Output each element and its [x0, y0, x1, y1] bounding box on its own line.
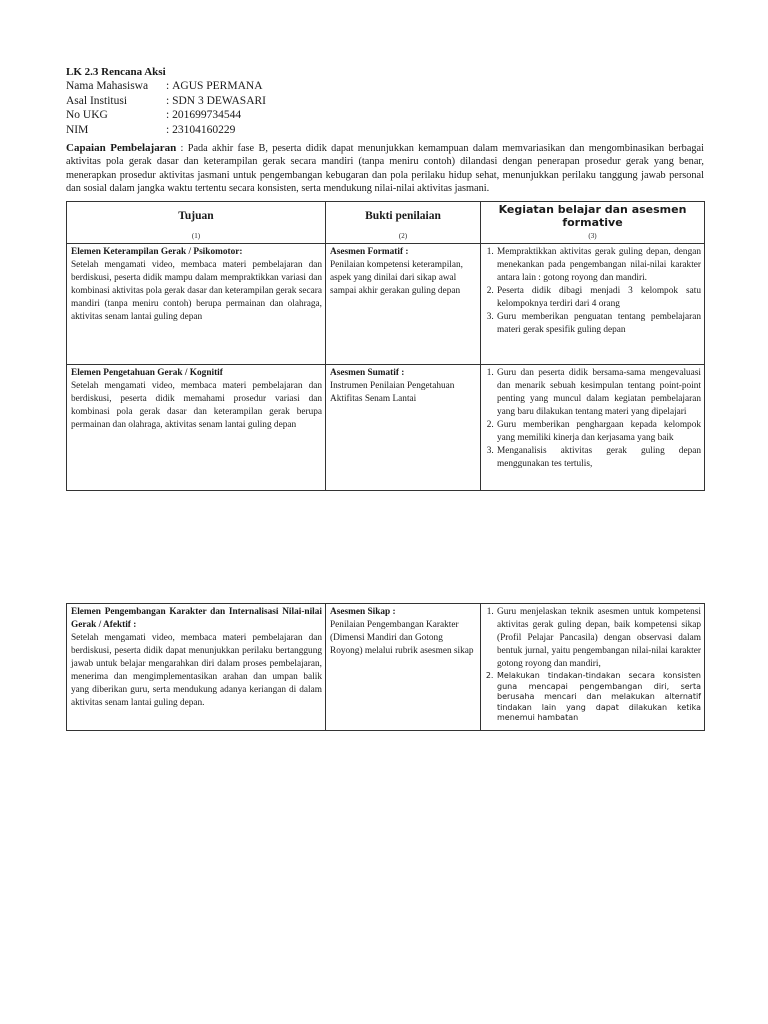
bukti-title: Asesmen Sumatif :: [330, 368, 405, 378]
header-bukti: Bukti penilaian: [326, 202, 481, 230]
info-label: Asal Institusi: [66, 94, 128, 107]
action-plan-table-continued: [66, 603, 705, 731]
bukti-text: Instrumen Penilaian Pengetahuan Aktifitas Senam Lantai: [330, 381, 455, 404]
tujuan-cell: [67, 244, 326, 365]
column-number: (2): [326, 229, 481, 244]
kegiatan-cell: [481, 604, 705, 731]
list-item: 3. Menganalisis aktivitas gerak guling depan menggunakan tes tertulis,: [496, 445, 701, 471]
bukti-cell: [326, 365, 481, 491]
info-label: Nama Mahasiswa: [66, 80, 149, 92]
tujuan-text: Setelah mengamati video, membaca materi pembelajaran dan berdiskusi, peserta didik dapat menunjukkan perilaku bertanggung jawab untuk belajar mengarahkan diri dalam proses pembelajaran, menerima dan mengimplementasikan arahan dan umpan balik yang diberikan guru, serta mendukung adanya keriangan di dalam aktivitas senam lantai guling depan.: [71, 633, 322, 708]
bukti-text: Penilaian kompetensi keterampilan, aspek yang dinilai dari sikap awal sampai akhir gerakan guling depan: [330, 260, 463, 296]
tujuan-cell: [67, 604, 326, 731]
tujuan-title: Elemen Keterampilan Gerak / Psikomotor:: [71, 247, 243, 257]
capaian-pembelajaran: [66, 142, 704, 195]
column-number: (1): [67, 229, 326, 244]
tujuan-title: Elemen Pengembangan Karakter dan Internalisasi Nilai-nilai Gerak / Afektif :: [71, 607, 322, 630]
table-row: [67, 244, 705, 365]
bukti-title: Asesmen Formatif :: [330, 247, 409, 257]
tujuan-title: Elemen Pengetahuan Gerak / Kognitif: [71, 368, 223, 378]
info-label: No UKG: [66, 109, 108, 121]
info-value: 23104160229: [172, 123, 236, 136]
kegiatan-cell: [481, 244, 705, 365]
capaian-text: : Pada akhir fase B, peserta didik dapat menunjukkan kemampuan dalam memvariasikan dan mengombinasikan berbagai aktivitas pola gerak dasar dan keterampilan gerak secara mandiri (tanpa meniru contoh) dilandasi dengan penerapan prosedur gerak yang benar, menerapkan prosedur aktivitas jasmani untuk pengembangan kebugaran dan pola perilaku hidup sehat, menunjukkan perilaku tanggung jawab personal dan sosial dalam jangka waktu tertentu secara konsisten, serta mendukung nilai-nilai aktivitas jasmani.: [66, 143, 704, 194]
bukti-title: Asesmen Sikap :: [330, 607, 396, 617]
kegiatan-list: [485, 606, 701, 724]
kegiatan-cell: [481, 365, 705, 491]
info-row-name: [66, 79, 704, 94]
student-info: [66, 79, 704, 137]
table-number-row: [67, 229, 705, 244]
info-row-institution: [66, 94, 704, 109]
list-item: 3. Guru memberikan penguatan tentang pembelajaran materi gerak spesifik guling depan: [496, 311, 701, 337]
bukti-cell: [326, 244, 481, 365]
action-plan-table: [66, 201, 705, 491]
list-item: 2. Peserta didik dibagi menjadi 3 kelompok satu kelompoknya terdiri dari 4 orang: [496, 285, 701, 311]
list-item: 2. Melakukan tindakan-tindakan secara konsisten guna mencapai pengembangan diri, serta berusaha mencari dan melakukan alternatif tindakan lain yang dapat dilakukan ketika menemui hambatan: [496, 671, 701, 724]
list-item: 1. Guru menjelaskan teknik asesmen untuk kompetensi aktivitas gerak guling depan, baik kompetensi sikap (Profil Pelajar Pancasila) dengan observasi dalam bentuk jurnal, yaitu pengembangan nilai-nilai karakter gotong royong dan mandiri,: [496, 606, 701, 671]
document-title: LK 2.3 Rencana Aksi: [66, 66, 166, 78]
kegiatan-list: [485, 246, 701, 337]
capaian-label: Capaian Pembelajaran: [66, 142, 177, 154]
tujuan-cell: [67, 365, 326, 491]
tujuan-text: Setelah mengamati video, membaca materi pembelajaran dan berdiskusi, peserta didik mampu dalam mempraktikkan variasi dan kombinasi aktivitas pola gerak dasar dan keterampilan gerak secara mandiri (tanpa meniru contoh) berupa permainan dan olahraga, aktivitas senam lantai guling depan: [71, 260, 322, 322]
bukti-cell: [326, 604, 481, 731]
list-item: 1. Guru dan peserta didik bersama-sama mengevaluasi dan menarik sebuah kesimpulan tentang point-point penting yang muncul dalam kegiatan pembelajaran yang baru dilakukan tentang materi yang dipelajari: [496, 367, 701, 419]
bukti-text: Penilaian Pengembangan Karakter (Dimensi Mandiri dan Gotong Royong) melalui rubrik asesmen sikap: [330, 620, 474, 656]
info-sep: :: [166, 109, 170, 121]
document-header: [66, 66, 704, 195]
table-row: [67, 365, 705, 491]
info-value: 201699734544: [172, 109, 242, 121]
tujuan-text: Setelah mengamati video, membaca materi pembelajaran dan berdiskusi, peserta didik memahami prosedur variasi dan kombinasi pola gerak dasar dan keterampilan gerak berupa permainan dan olahraga, aktivitas senam lantai guling depan: [71, 381, 322, 430]
info-sep: :: [166, 80, 170, 92]
info-sep: :: [166, 123, 170, 136]
header-tujuan: Tujuan: [67, 202, 326, 230]
info-label: NIM: [66, 123, 89, 136]
header-kegiatan: Kegiatan belajar dan asesmen formative: [481, 202, 705, 230]
table-header-row: [67, 202, 705, 230]
kegiatan-list: [485, 367, 701, 471]
table-row: [67, 604, 705, 731]
info-sep: :: [166, 94, 170, 107]
column-number: (3): [481, 229, 705, 244]
info-row-nim: [66, 123, 704, 138]
info-value: SDN 3 DEWASARI: [172, 94, 266, 107]
list-item: 2. Guru memberikan penghargaan kepada kelompok yang memiliki kinerja dan kerjasama yang baik: [496, 419, 701, 445]
info-value: AGUS PERMANA: [172, 80, 263, 92]
info-row-ukg: [66, 108, 704, 123]
list-item: 1. Mempraktikkan aktivitas gerak guling depan, dengan menekankan pada pengembangan nilai-nilai karakter antara lain : gotong royong dan mandiri.: [496, 246, 701, 285]
